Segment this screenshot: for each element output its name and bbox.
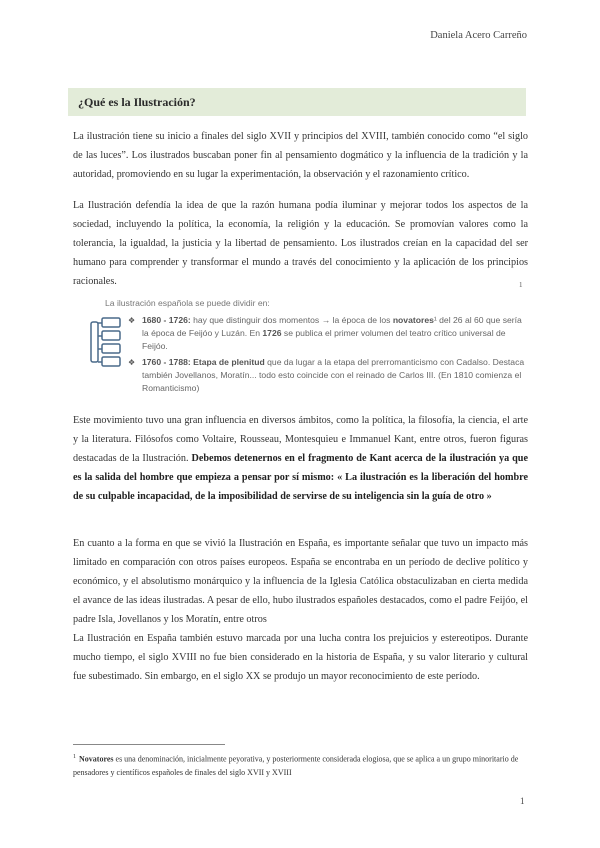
divisions-list [128, 314, 530, 398]
footnote-divider [73, 744, 225, 745]
footnote-reference: 1 [519, 281, 523, 289]
page-number: 1 [520, 796, 525, 806]
diamond-bullet-icon: ❖ [128, 358, 136, 367]
list-item-text: 1760 - 1788: Etapa de plenitud que da lugar a la etapa del prerromanticismo con Cadalso. Destaca también Jovellanos, Moratín... todo esto coincide con el reinado de Carlos III. (En 1810 comienza el Romanticismo) [142, 357, 525, 393]
paragraph-reason: La Ilustración defendía la idea de que la razón humana podía iluminar y mejorar todos los aspectos de la sociedad, incluyendo la política, la economía, la religión y la educación. Se promovían valores como la tolerancia, la igualdad, la justicia y la libertad de pensamiento. Los ilustrados creían en la capacidad del ser humano para comprender y transformar el mundo a través del conocimiento y la aplicación de los principios racionales. [73, 200, 528, 287]
list-diagram-icon [90, 316, 122, 368]
section-heading-box [68, 88, 526, 116]
kant-quote: Debemos detenernos en el fragmento de Kant acerca de la ilustración ya que es la salida del hombre que empieza a pensar por sí mismo: « La ilustración es la liberación del hombre de su culpable incapacidad, de la imposibilidad de servirse de su inteligencia sin la guía de otro » [73, 453, 528, 502]
paragraph-spain: En cuanto a la forma en que se vivió la Ilustración en España, es importante señalar que tuvo un impacto más limitado en comparación con otros países europeos. España se encontraba en un período de declive político y económico, y el absolutismo monárquico y la influencia de la Iglesia Católica obstaculizaban en cierta medida el avance de las ideas ilustradas. A pesar de ello, hubo ilustrados españoles destacados, como el padre Feijóo, el padre Isla, Jovellanos y los Moratín, entre otros [73, 538, 528, 625]
footnote: $^1$ Novatores es una denominación, inicialmente peyorativa, y posteriormente considerada elogiosa, que se aplica a un grupo minoritario de pensadores y científicos españoles de finales del siglo XVII y XVIII [73, 754, 519, 777]
list-item-text: 1680 - 1726: hay que distinguir dos momentos → la época de los novatores¹ del 26 al 60 que sería la época de Feijóo y Luzán. En 1726 se publica el primer volumen del teatro crítico universal de Feijóo. [142, 315, 522, 351]
paragraph-intro: La ilustración tiene su inicio a finales del siglo XVII y principios del XVIII, también conocido como “el siglo de las luces”. Los ilustrados buscaban poner fin al pensamiento dogmático y la influencia de la tradición y la autoridad, promoviendo en su lugar la experimentación, la observación y el razonamiento crítico. [73, 131, 528, 180]
list-item [128, 314, 530, 353]
paragraph-kant: Este movimiento tuvo una gran influencia en diversos ámbitos, como la política, la filosofía, la ciencia, el arte y la literatura. Filósofos como Voltaire, Rousseau, Montesquieu e Immanuel Kant, entre otros, fueron figuras destacadas de la Ilustración. Debemos detenernos en el fragmento de Kant acerca de la ilustración ya que es la salida del hombre que empieza a pensar por sí mismo: « La ilustración es la liberación del hombre de su culpable incapacidad, de la imposibilidad de servirse de su inteligencia sin la guía de otro » [73, 415, 528, 502]
diamond-bullet-icon: ❖ [128, 316, 136, 325]
header-author: Daniela Acero Carreño [430, 30, 527, 41]
section-title: ¿Qué es la Ilustración? [78, 94, 196, 109]
divisions-intro: La ilustración española se puede dividir en: [105, 298, 270, 308]
list-item [128, 356, 530, 395]
embedded-image-divisions [90, 298, 530, 398]
paragraph-prejudices: La Ilustración en España también estuvo marcada por una lucha contra los prejuicios y estereotipos. Durante mucho tiempo, el siglo XVIII no fue bien considerado en la historia de España, y su valor literario y cultural fue subestimado. Sin embargo, en el siglo XX se produjo un mayor reconocimiento de este período. [73, 633, 528, 682]
